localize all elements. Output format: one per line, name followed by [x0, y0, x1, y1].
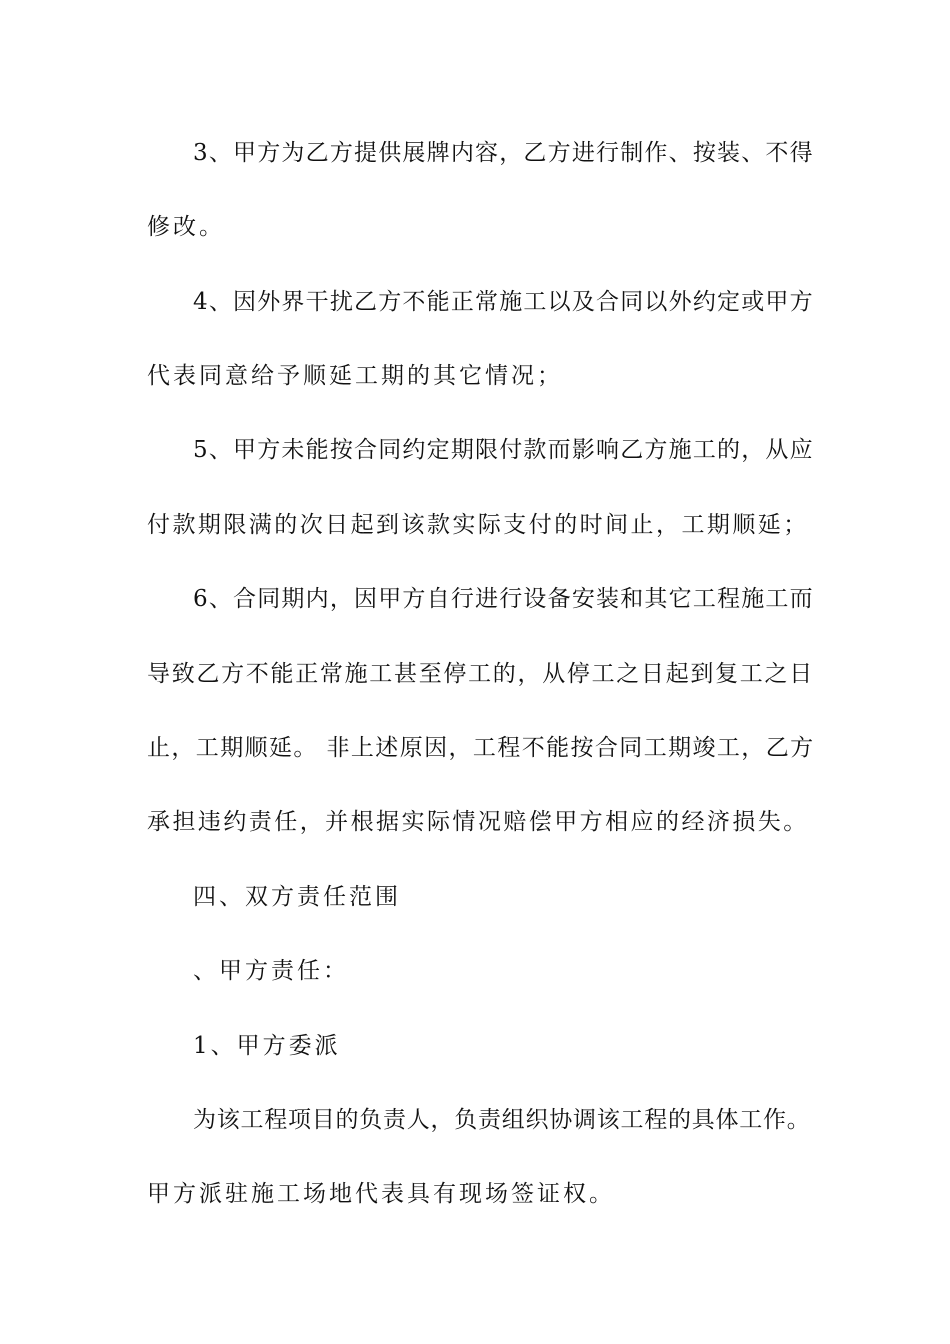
paragraph-line: 代表同意给予顺延工期的其它情况； [147, 363, 563, 389]
paragraph-line: 甲方派驻施工场地代表具有现场签证权。 [147, 1181, 615, 1207]
paragraph-line: 修改。 [147, 214, 225, 240]
paragraph-line: 为该工程项目的负责人，负责组织协调该工程的具体工作。 [193, 1107, 811, 1133]
paragraph-line: 3、甲方为乙方提供展牌内容，乙方进行制作、按装、不得 [193, 140, 814, 166]
paragraph-line: 导致乙方不能正常施工甚至停工的，从停工之日起到复工之日 [147, 661, 814, 687]
paragraph-line: 付款期限满的次日起到该款实际支付的时间止，工期顺延； [147, 512, 809, 538]
paragraph-line: 1、甲方委派 [193, 1033, 341, 1059]
paragraph-line: 5、甲方未能按合同约定期限付款而影响乙方施工的，从应 [193, 437, 814, 463]
paragraph-line: 4、因外界干扰乙方不能正常施工以及合同以外约定或甲方 [193, 289, 814, 315]
paragraph-line: 止，工期顺延。 非上述原因，工程不能按合同工期竣工，乙方 [147, 735, 815, 761]
subsection-heading: 、甲方责任： [193, 958, 349, 984]
paragraph-line: 承担违约责任，并根据实际情况赔偿甲方相应的经济损失。 [147, 809, 809, 835]
paragraph-line: 6、合同期内，因甲方自行进行设备安装和其它工程施工而 [193, 586, 814, 612]
section-heading: 四、双方责任范围 [193, 884, 401, 910]
